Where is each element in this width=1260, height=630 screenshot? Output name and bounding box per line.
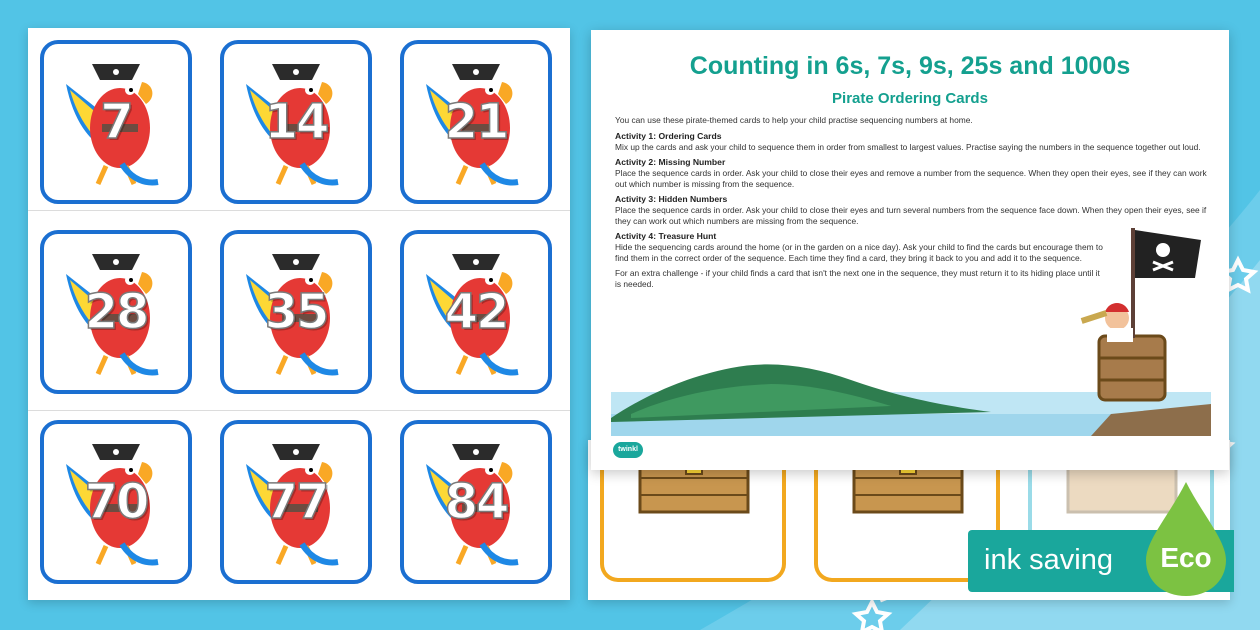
activity-text: Hide the sequencing cards around the home (or in the garden on a nice day). Ask your child to find the cards but encourage them to find them in the correct order of the sequence. Each time they find a card, they bring it back to you and add it to the sequence. bbox=[615, 242, 1103, 263]
pirate-island-illustration bbox=[611, 218, 1211, 436]
page-subtitle: Pirate Ordering Cards bbox=[832, 90, 988, 107]
twinkl-logo: twinkl bbox=[613, 442, 643, 458]
fold-line bbox=[28, 410, 570, 411]
page-title: Counting in 6s, 7s, 9s, 25s and 1000s bbox=[689, 52, 1131, 80]
number-card bbox=[220, 40, 372, 204]
fold-line bbox=[28, 210, 570, 211]
ink-saving-label: ink saving bbox=[984, 544, 1113, 576]
number-card bbox=[400, 230, 552, 394]
card-number: 77 bbox=[264, 474, 328, 530]
card-number: 21 bbox=[444, 94, 508, 150]
activity-heading: Activity 3: Hidden Numbers bbox=[615, 194, 728, 204]
card-number: 28 bbox=[84, 284, 148, 340]
card-number: 84 bbox=[444, 474, 508, 530]
card-number: 7 bbox=[100, 94, 132, 150]
number-card bbox=[220, 230, 372, 394]
number-card bbox=[400, 40, 552, 204]
activity-heading: Activity 4: Treasure Hunt bbox=[615, 231, 717, 241]
activity-2 bbox=[615, 157, 1209, 190]
extra-challenge-text: For an extra challenge - if your child finds a card that isn't the next one in the sequence, they must return it to its hiding place until it is needed. bbox=[615, 268, 1100, 289]
number-card bbox=[400, 420, 552, 584]
number-cards-sheet bbox=[28, 28, 570, 600]
activity-text: Place the sequence cards in order. Ask your child to close their eyes and remove a number from the sequence. When they open their eyes, see if they can work out which number is missing from the sequence. bbox=[615, 168, 1207, 189]
card-number: 35 bbox=[264, 284, 328, 340]
activity-text: Mix up the cards and ask your child to sequence them in order from smallest to largest values. Practise saying the numbers in the sequence together out loud. bbox=[615, 142, 1201, 152]
intro-text: You can use these pirate-themed cards to help your child practise sequencing numbers at home. bbox=[615, 115, 973, 125]
activity-heading: Activity 1: Ordering Cards bbox=[615, 131, 722, 141]
number-card bbox=[40, 420, 192, 584]
eco-label: Eco bbox=[1160, 542, 1212, 573]
activity-heading: Activity 2: Missing Number bbox=[615, 157, 726, 167]
number-card bbox=[40, 40, 192, 204]
eco-drop-icon bbox=[1138, 478, 1234, 598]
number-card bbox=[220, 420, 372, 584]
activity-text: Place the sequence cards in order. Ask your child to close their eyes and turn several numbers from the sequence face down. When they open their eyes, see if they can work out which numbers are missing from the sequence. bbox=[615, 205, 1207, 226]
card-number: 42 bbox=[444, 284, 508, 340]
card-number: 14 bbox=[264, 94, 328, 150]
activity-1 bbox=[615, 131, 1209, 153]
card-number: 70 bbox=[84, 474, 148, 530]
number-card bbox=[40, 230, 192, 394]
instruction-sheet bbox=[591, 30, 1229, 470]
